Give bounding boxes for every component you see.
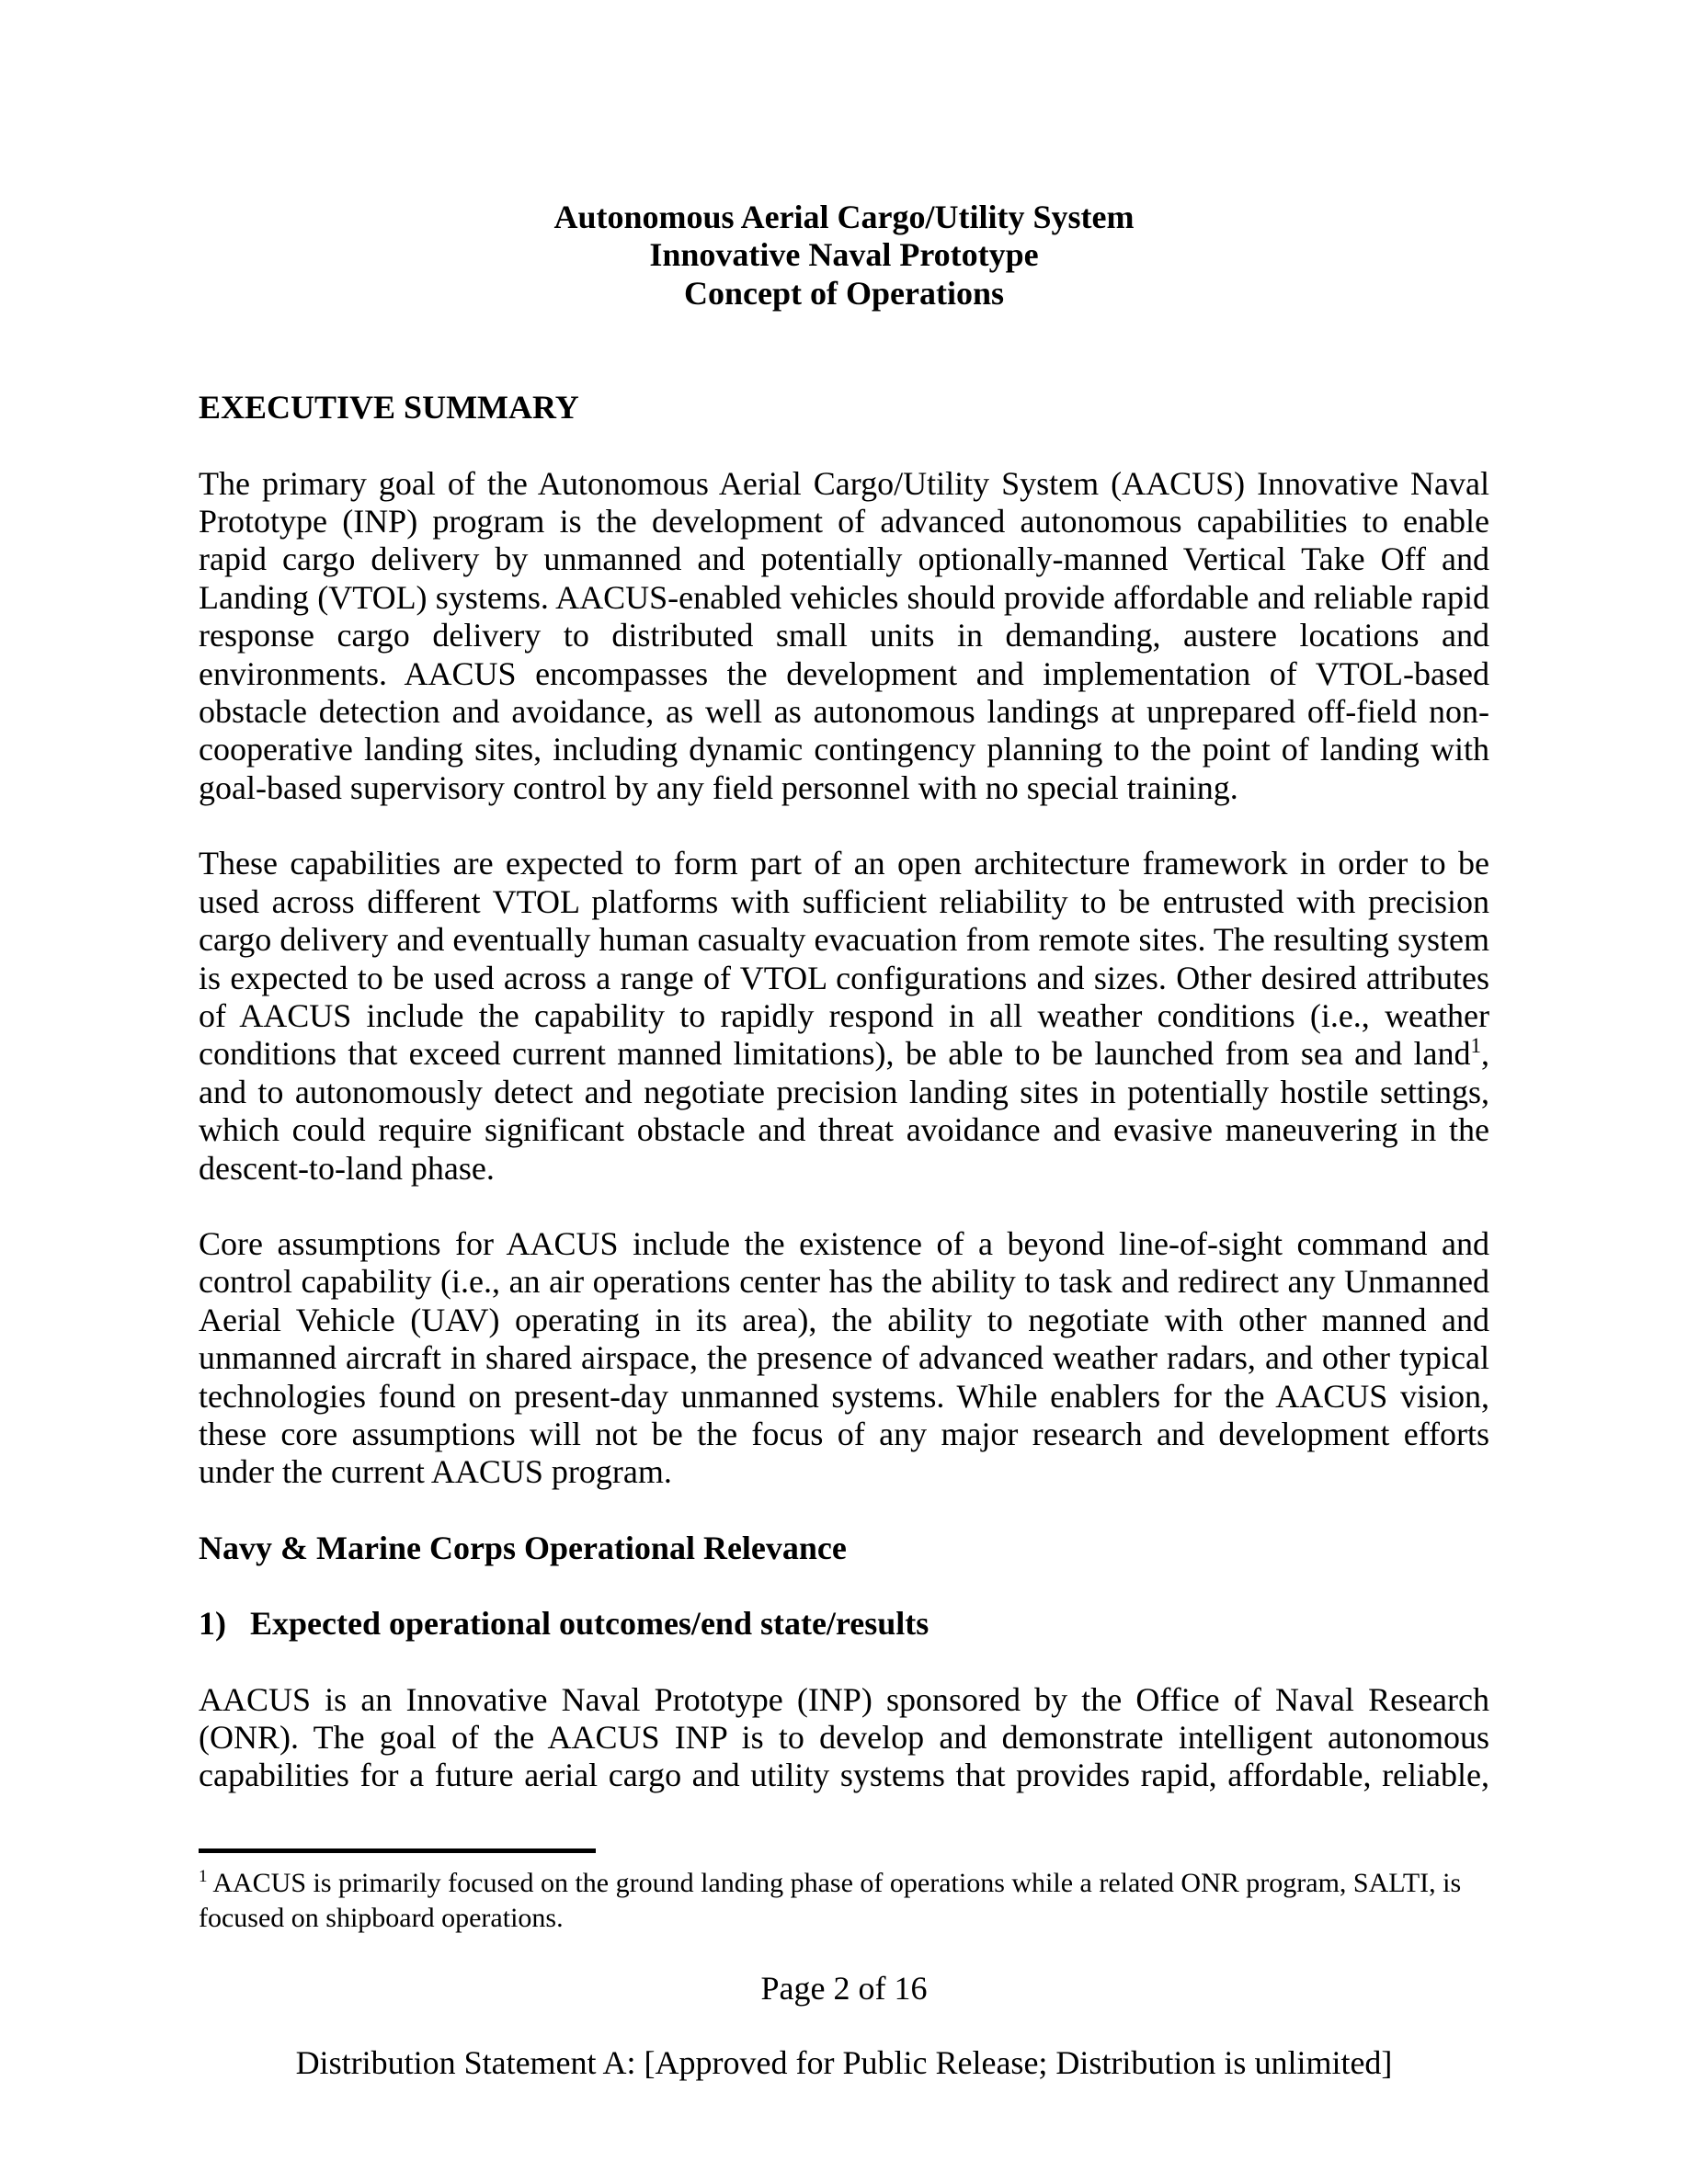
title-line-1: Autonomous Aerial Cargo/Utility System: [553, 199, 1135, 235]
distribution-statement: Distribution Statement A: [Approved for Public Release; Distribution is unlimited]: [295, 2044, 1393, 2082]
executive-summary-paragraph-3: Core assumptions for AACUS include the existence of a beyond line-of-sight command and control capability (i.e., an air operations center has the ability to task and redirect any Unmanned Aerial Vehicle (UAV) operating in its area), the ability to negotiate with other manned and unmanned aircraft in shared airspace, the presence of advanced weather radars, and other typical technologies found on present-day unmanned systems. While enablers for the AACUS vision, these core assumptions will not be the focus of any major research and development efforts under the current AACUS program.: [199, 1224, 1489, 1491]
subsection-number: 1): [199, 1605, 226, 1643]
footnote-number-superscript: 1: [199, 1866, 208, 1886]
footnote-text: AACUS is primarily focused on the ground landing phase of operations while a related ONR program, SALTI, is focused on shipboard operations.: [199, 1867, 1462, 1933]
relevance-paragraph-1: AACUS is an Innovative Naval Prototype (INP) sponsored by the Office of Naval Research (ONR). The goal of the AACUS INP is to develop and demonstrate intelligent autonomous capabilities for a future aerial cargo and utility systems that provides rapid, affordable, reliable,: [199, 1680, 1489, 1794]
executive-summary-heading: EXECUTIVE SUMMARY: [199, 389, 579, 427]
page-number: Page 2 of 16: [760, 1969, 928, 2007]
paragraph-2-text-before-footnote-ref: These capabilities are expected to form part of an open architecture framework in order to be used across different VTOL platforms with sufficient reliability to be entrusted with precision cargo delivery and eventually human casualty evacuation from remote sites. The resulting system is expected to be used across a range of VTOL configurations and sizes. Other desired attributes of AACUS include the capability to rapidly respond in all weather conditions (i.e., weather conditions that exceed current manned limitations), be able to be launched from sea and land: [199, 845, 1489, 1073]
footnote-separator-rule: [199, 1848, 596, 1853]
footnote: [199, 1866, 1489, 1936]
title-line-2: Innovative Naval Prototype: [649, 236, 1039, 274]
executive-summary-paragraph-2: [199, 845, 1489, 1188]
paragraph-2-text-after-footnote-ref: , and to autonomously detect and negotiate precision landing sites in potentially hostile settings, which could require significant obstacle and threat avoidance and evasive maneuvering in the descent-to-land phase.: [199, 1035, 1489, 1187]
numbered-subsection-heading: [199, 1605, 1489, 1643]
subsection-title: Expected operational outcomes/end state/results: [250, 1605, 930, 1643]
relevance-section-heading: Navy & Marine Corps Operational Relevance: [199, 1529, 847, 1566]
executive-summary-paragraph-1: The primary goal of the Autonomous Aerial Cargo/Utility System (AACUS) Innovative Naval Prototype (INP) program is the development of advanced autonomous capabilities to enable rapid cargo delivery by unmanned and potentially optionally-manned Vertical Take Off and Landing (VTOL) systems. AACUS-enabled vehicles should provide affordable and reliable rapid response cargo delivery to distributed small units in demanding, austere locations and environments. AACUS encompasses the development and implementation of VTOL-based obstacle detection and avoidance, as well as autonomous landings at unprepared off-field non-cooperative landing sites, including dynamic contingency planning to the point of landing with goal-based supervisory control by any field personnel with no special training.: [199, 464, 1489, 806]
footnote-reference-superscript: 1: [1470, 1034, 1481, 1058]
document-title: [199, 199, 1489, 313]
title-line-3: Concept of Operations: [684, 274, 1004, 312]
